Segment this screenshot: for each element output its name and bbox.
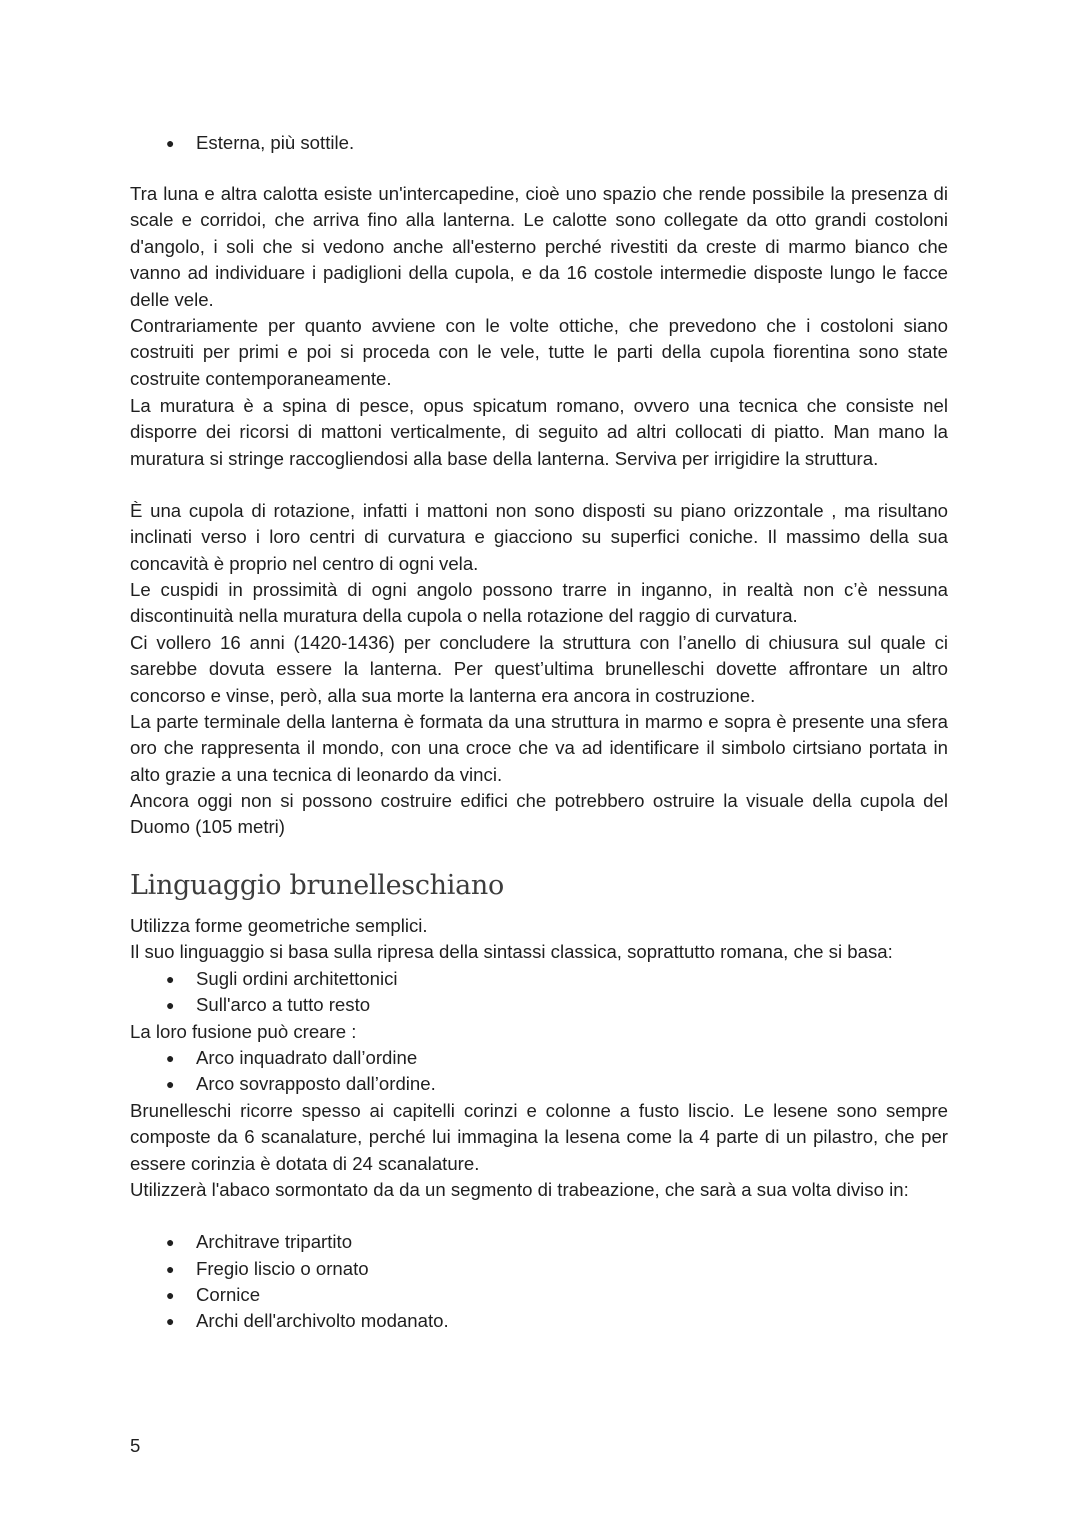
- list-item-text: Arco inquadrato dall’ordine: [196, 1047, 418, 1068]
- bullet-icon: ●: [166, 135, 175, 151]
- page-number: 5: [130, 1435, 141, 1456]
- bullet-icon: ●: [166, 1287, 175, 1303]
- paragraph: Ancora oggi non si possono costruire edifici che potrebbero ostruire la visuale della cupola del Duomo (105 metri): [130, 790, 948, 838]
- bullet-icon: ●: [166, 1076, 175, 1092]
- list-item-text: Sull'arco a tutto resto: [196, 994, 371, 1015]
- list-item-text: Arco sovrapposto dall’ordine.: [196, 1073, 436, 1094]
- list-item-text: Sugli ordini architettonici: [196, 968, 398, 989]
- text-line: Il suo linguaggio si basa sulla ripresa della sintassi classica, soprattutto romana, che si basa:: [130, 941, 893, 962]
- paragraph: Utilizzerà l'abaco sormontato da da un segmento di trabeazione, che sarà a sua volta diviso in:: [130, 1179, 909, 1200]
- section-heading: Linguaggio brunelleschiano: [130, 870, 504, 901]
- bullet-icon: ●: [166, 997, 175, 1013]
- bullet-icon: ●: [166, 1234, 175, 1250]
- paragraph: Brunelleschi ricorre spesso ai capitelli corinzi e colonne a fusto liscio. Le lesene sono sempre composte da 6 scanalature, perché lui immagina la lesena come la 4 parte di un pilastro, che per essere corinzia è dotata di 24 scanalature.: [130, 1100, 948, 1174]
- list-item-text: Fregio liscio o ornato: [196, 1258, 369, 1279]
- bullet-icon: ●: [166, 1313, 175, 1329]
- list-item-text: Architrave tripartito: [196, 1231, 353, 1252]
- paragraph: La muratura è a spina di pesce, opus spicatum romano, ovvero una tecnica che consiste nel disporre dei ricorsi di mattoni verticalmente, di seguito ad altri collocati di piatto. Man mano la muratura si stringe raccogliendosi alla base della lanterna. Serviva per irrigidire la struttura.: [130, 395, 948, 469]
- list-item-text: Esterna, più sottile.: [196, 132, 355, 153]
- text-line: La loro fusione può creare :: [130, 1021, 357, 1042]
- paragraph: Contrariamente per quanto avviene con le volte ottiche, che prevedono che i costoloni siano costruiti per primi e poi si proceda con le vele, tutte le parti della cupola fiorentina sono state costruite contemporaneamente.: [130, 315, 948, 389]
- list-item-text: Cornice: [196, 1284, 261, 1305]
- paragraph: La parte terminale della lanterna è formata da una struttura in marmo e sopra è presente una sfera oro che rappresenta il mondo, con una croce che va ad identificare il simbolo cirtsiano portata in alto grazie a una tecnica di leonardo da vinci.: [130, 711, 948, 785]
- paragraph: È una cupola di rotazione, infatti i mattoni non sono disposti su piano orizzontale , ma risultano inclinati verso i loro centri di curvatura e giacciono su superfici coniche. Il massimo della sua concavità è proprio nel centro di ogni vela.: [130, 500, 948, 574]
- paragraph: Tra luna e altra calotta esiste un'intercapedine, cioè uno spazio che rende possibile la presenza di scale e corridoi, che arriva fino alla lanterna. Le calotte sono collegate da otto grandi costoloni d'angolo, i soli che si vedono anche all'esterno perché rivestiti da creste di marmo bianco che vanno ad individuare i padiglioni della cupola, e da 16 costole intermedie disposte lungo le facce delle vele.: [130, 183, 948, 310]
- paragraph: Le cuspidi in prossimità di ogni angolo possono trarre in inganno, in realtà non c’è nessuna discontinuità nella muratura della cupola o nella rotazione del raggio di curvatura.: [130, 579, 948, 627]
- bullet-icon: ●: [166, 1050, 175, 1066]
- text-line: Utilizza forme geometriche semplici.: [130, 915, 428, 936]
- paragraph: Ci vollero 16 anni (1420-1436) per concludere la struttura con l’anello di chiusura sul quale ci sarebbe dovuta essere la lanterna. Per quest’ultima brunelleschi dovette affrontare un altro concorso e vinse, però, alla sua morte la lanterna era ancora in costruzione.: [130, 632, 948, 706]
- bullet-icon: ●: [166, 971, 175, 987]
- bullet-icon: ●: [166, 1261, 175, 1277]
- list-item-text: Archi dell'archivolto modanato.: [196, 1310, 449, 1331]
